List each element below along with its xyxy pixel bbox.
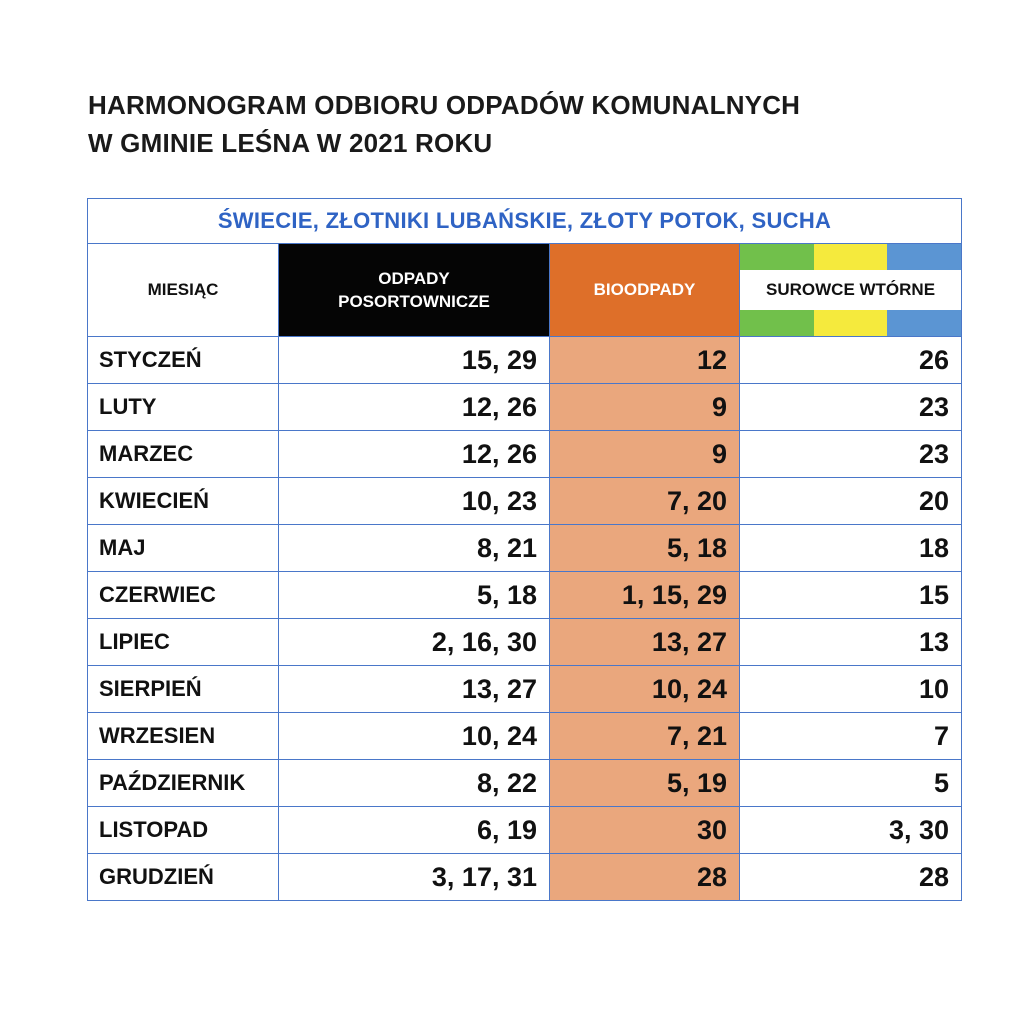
bio-cell: 1, 15, 29 <box>550 572 740 619</box>
bio-cell: 13, 27 <box>550 619 740 666</box>
bio-cell: 9 <box>550 431 740 478</box>
surowce-cell: 15 <box>740 572 962 619</box>
surowce-cell: 20 <box>740 478 962 525</box>
yellow-stripe <box>814 244 888 270</box>
month-cell: MAJ <box>88 525 279 572</box>
posortownicze-cell: 13, 27 <box>279 666 550 713</box>
table-row <box>88 572 962 619</box>
posortownicze-cell: 15, 29 <box>279 337 550 384</box>
month-cell: LISTOPAD <box>88 807 279 854</box>
green-stripe <box>740 310 814 336</box>
blue-stripe <box>887 310 961 336</box>
bio-cell: 30 <box>550 807 740 854</box>
column-header-posortownicze <box>279 244 550 337</box>
surowce-cell: 28 <box>740 854 962 901</box>
table-row <box>88 666 962 713</box>
posortownicze-cell: 3, 17, 31 <box>279 854 550 901</box>
month-cell: CZERWIEC <box>88 572 279 619</box>
month-cell: GRUDZIEŃ <box>88 854 279 901</box>
column-header-surowce-label: SUROWCE WTÓRNE <box>766 280 936 299</box>
column-header-bio: BIOODPADY <box>550 244 740 337</box>
column-header-surowce <box>740 244 962 337</box>
posortownicze-cell: 2, 16, 30 <box>279 619 550 666</box>
table-row <box>88 807 962 854</box>
bio-cell: 10, 24 <box>550 666 740 713</box>
page-title <box>88 86 800 162</box>
month-cell: MARZEC <box>88 431 279 478</box>
column-header-posortownicze-line1: ODPADY <box>378 269 450 288</box>
table-row <box>88 431 962 478</box>
posortownicze-cell: 10, 24 <box>279 713 550 760</box>
bio-cell: 5, 18 <box>550 525 740 572</box>
month-cell: WRZESIEN <box>88 713 279 760</box>
blue-stripe <box>887 244 961 270</box>
location-heading: ŚWIECIE, ZŁOTNIKI LUBAŃSKIE, ZŁOTY POTOK, SUCHA <box>88 199 962 244</box>
green-stripe <box>740 244 814 270</box>
surowce-cell: 13 <box>740 619 962 666</box>
table-row <box>88 854 962 901</box>
table-row <box>88 760 962 807</box>
surowce-cell: 3, 30 <box>740 807 962 854</box>
posortownicze-cell: 10, 23 <box>279 478 550 525</box>
month-cell: STYCZEŃ <box>88 337 279 384</box>
location-row <box>88 199 962 244</box>
table-row <box>88 619 962 666</box>
posortownicze-cell: 6, 19 <box>279 807 550 854</box>
surowce-cell: 10 <box>740 666 962 713</box>
column-header-posortownicze-line2: POSORTOWNICZE <box>338 292 490 311</box>
color-stripe-bottom <box>740 310 961 336</box>
table-row <box>88 337 962 384</box>
table-row <box>88 525 962 572</box>
bio-cell: 7, 20 <box>550 478 740 525</box>
month-cell: SIERPIEŃ <box>88 666 279 713</box>
month-cell: KWIECIEŃ <box>88 478 279 525</box>
month-cell: LIPIEC <box>88 619 279 666</box>
surowce-cell: 5 <box>740 760 962 807</box>
title-line-1: HARMONOGRAM ODBIORU ODPADÓW KOMUNALNYCH <box>88 90 801 120</box>
month-cell: PAŹDZIERNIK <box>88 760 279 807</box>
posortownicze-cell: 12, 26 <box>279 384 550 431</box>
color-stripe-top <box>740 244 961 270</box>
table-row <box>88 384 962 431</box>
surowce-cell: 7 <box>740 713 962 760</box>
header-row <box>88 244 962 337</box>
surowce-cell: 23 <box>740 384 962 431</box>
bio-cell: 12 <box>550 337 740 384</box>
month-cell: LUTY <box>88 384 279 431</box>
title-line-2: W GMINIE LEŚNA W 2021 ROKU <box>88 128 493 158</box>
posortownicze-cell: 8, 21 <box>279 525 550 572</box>
table-row <box>88 713 962 760</box>
column-header-month: MIESIĄC <box>88 244 279 337</box>
bio-cell: 28 <box>550 854 740 901</box>
surowce-cell: 23 <box>740 431 962 478</box>
schedule-table <box>87 198 962 901</box>
posortownicze-cell: 5, 18 <box>279 572 550 619</box>
table-row <box>88 478 962 525</box>
bio-cell: 5, 19 <box>550 760 740 807</box>
surowce-cell: 18 <box>740 525 962 572</box>
bio-cell: 9 <box>550 384 740 431</box>
surowce-cell: 26 <box>740 337 962 384</box>
bio-cell: 7, 21 <box>550 713 740 760</box>
posortownicze-cell: 8, 22 <box>279 760 550 807</box>
yellow-stripe <box>814 310 888 336</box>
posortownicze-cell: 12, 26 <box>279 431 550 478</box>
